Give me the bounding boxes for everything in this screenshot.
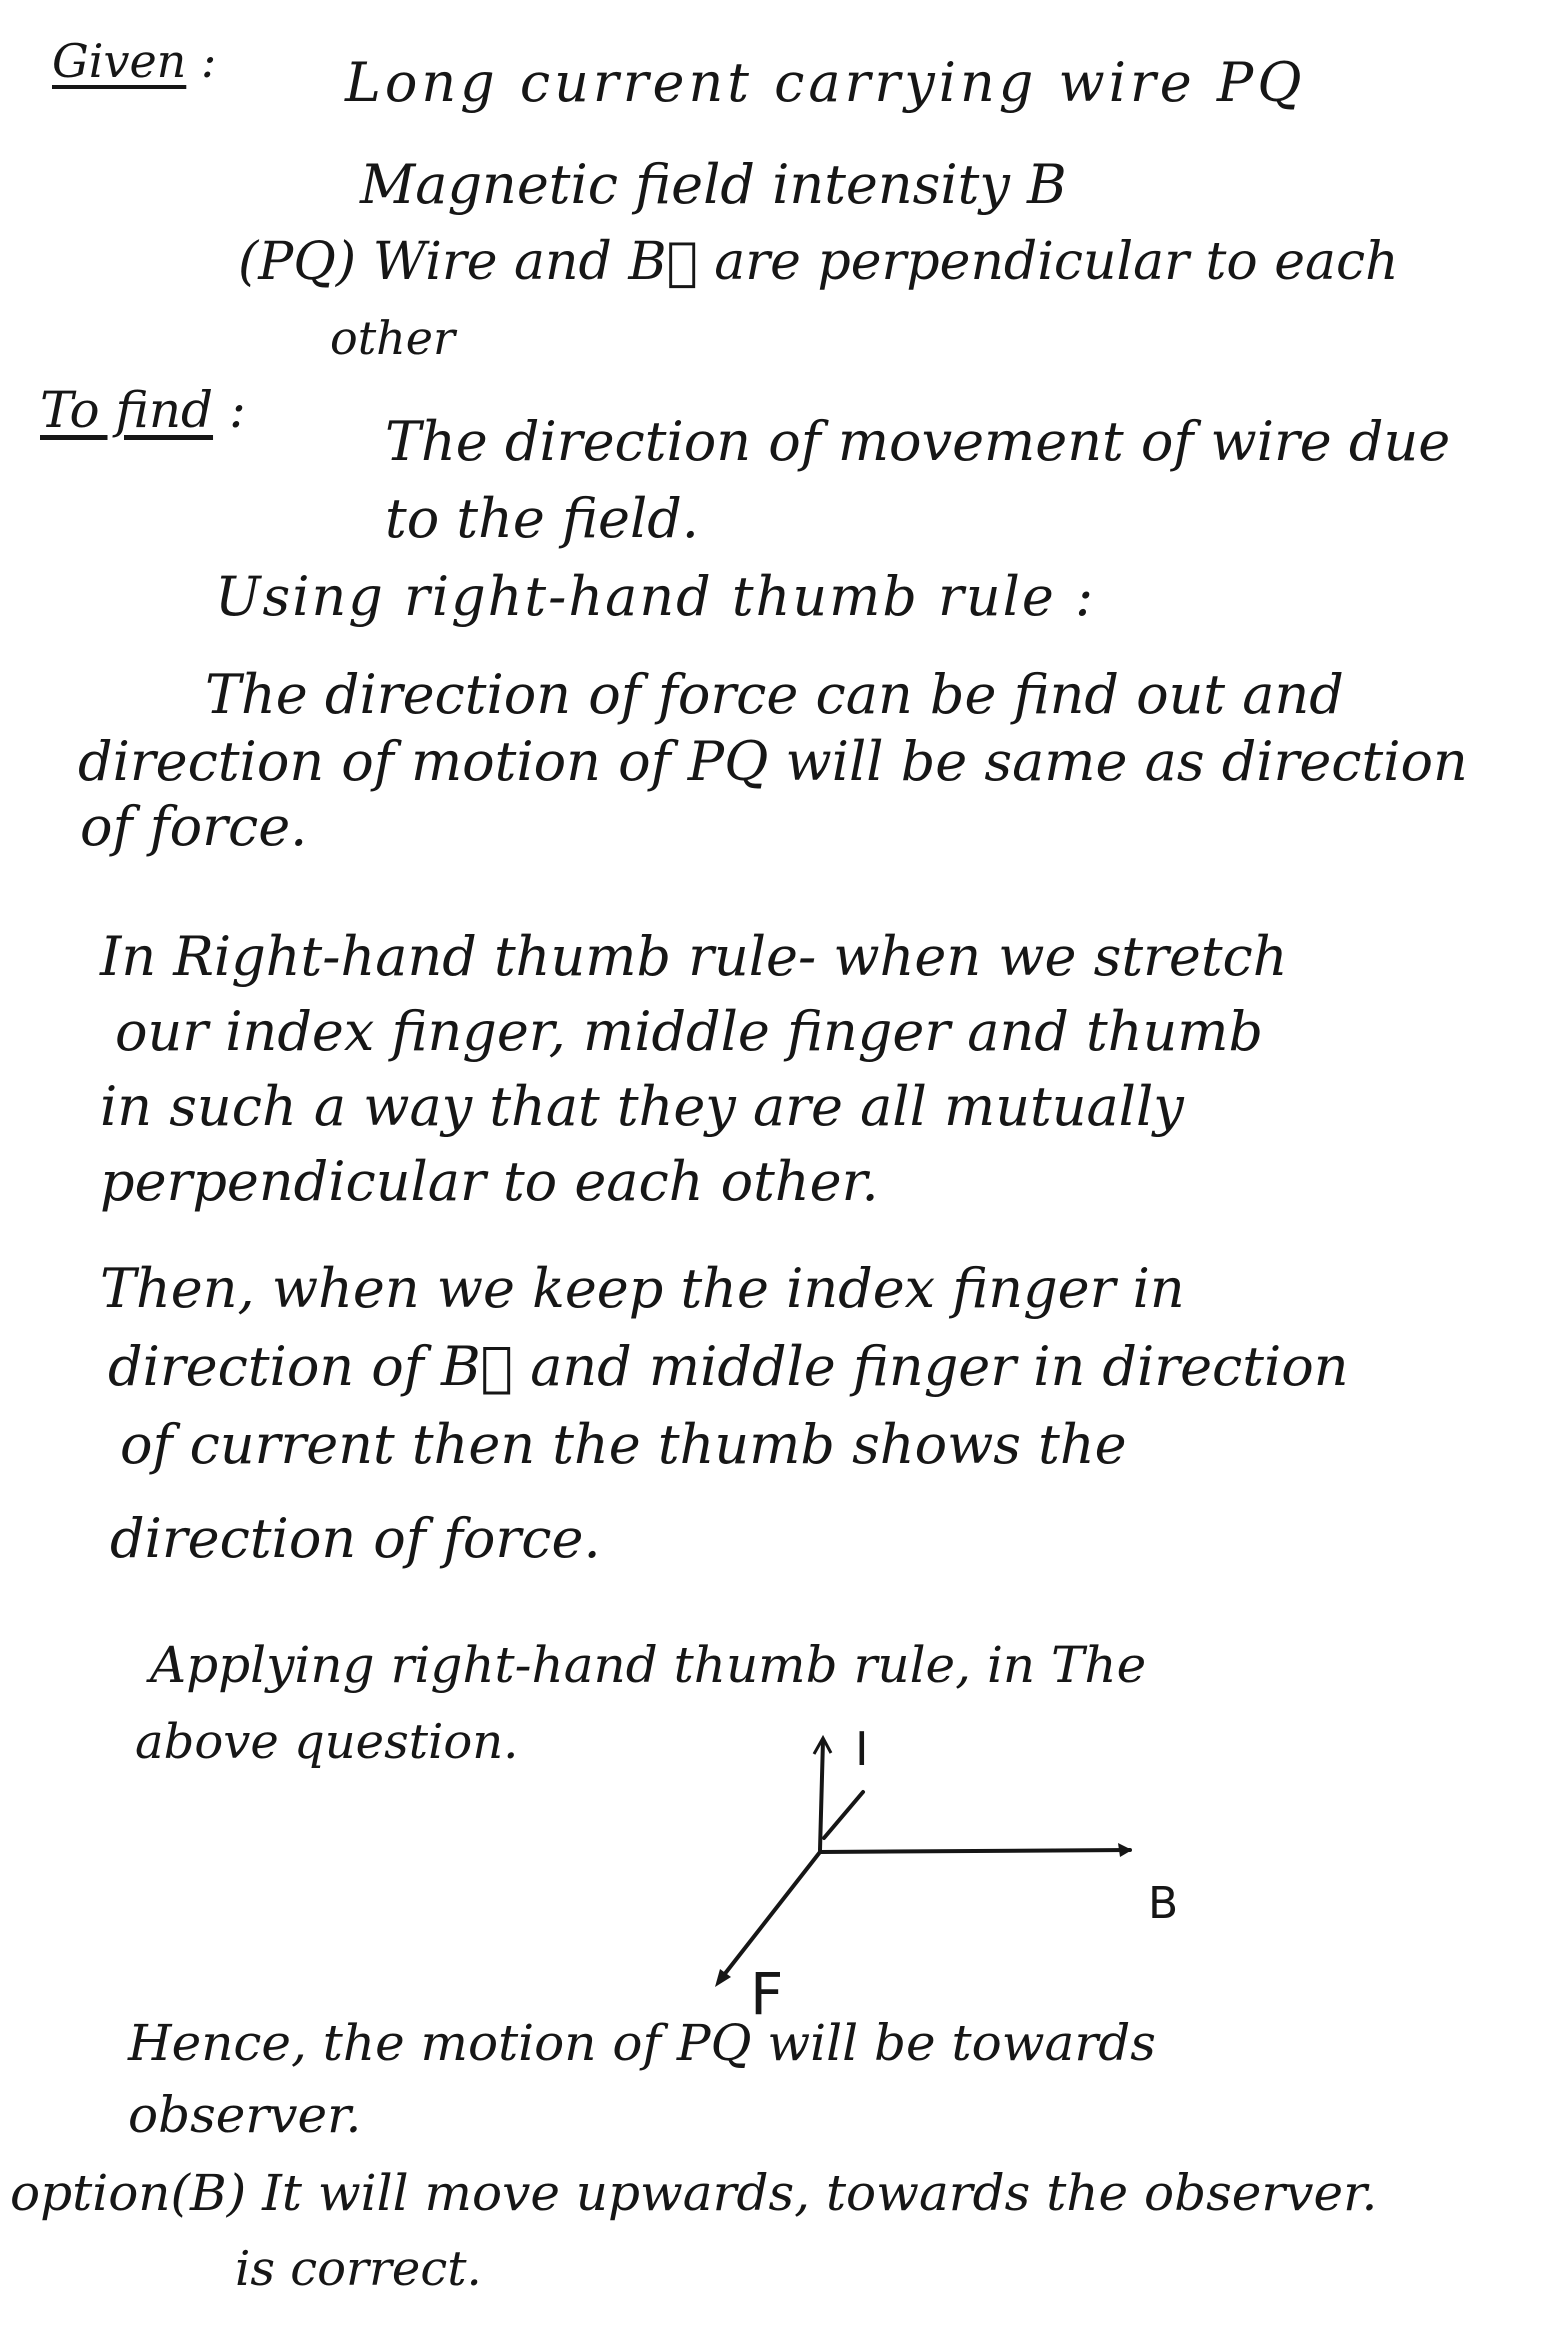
force-paragraph-line-3: of force. xyxy=(80,795,308,858)
hence-line-2: observer. xyxy=(128,2086,362,2144)
field-arrowhead xyxy=(1118,1843,1132,1857)
to-find-line-1: The direction of movement of wire due xyxy=(385,410,1451,473)
option-line-1: option(B) It will move upwards, towards the observer. xyxy=(10,2164,1378,2222)
current-label: I xyxy=(855,1722,869,1776)
then-paragraph-line-1: Then, when we keep the index finger in xyxy=(100,1257,1185,1320)
to-find-line-2: to the field. xyxy=(385,487,699,550)
given-line-2: Magnetic field intensity B xyxy=(360,153,1067,216)
force-direction-diagram xyxy=(690,1720,1210,2028)
force-paragraph-line-2: direction of motion of PQ will be same as direction xyxy=(78,730,1468,793)
to-find-colon: : xyxy=(228,381,246,439)
force-paragraph-line-1: The direction of force can be find out and xyxy=(205,663,1344,726)
to-find-label: To find xyxy=(40,381,214,439)
rule-paragraph-line-2: our index finger, middle finger and thumb xyxy=(115,1000,1264,1063)
then-paragraph-line-2: direction of B⃗ and middle finger in direction xyxy=(108,1335,1349,1398)
applying-line-2: above question. xyxy=(135,1714,519,1770)
force-label: F xyxy=(750,1960,784,2028)
given-colon: : xyxy=(200,34,217,88)
to-find-heading xyxy=(40,381,246,439)
current-axis xyxy=(820,1740,823,1850)
given-label: Given xyxy=(52,34,187,88)
given-heading xyxy=(52,34,217,88)
then-paragraph-line-3: of current then the thumb shows the xyxy=(120,1413,1127,1476)
given-line-4: other xyxy=(330,311,456,365)
given-line-1: Long current carrying wire PQ xyxy=(345,51,1306,114)
corner-stroke xyxy=(824,1792,863,1838)
given-line-3: (PQ) Wire and B⃗ are perpendicular to each xyxy=(238,232,1399,292)
option-line-2: is correct. xyxy=(235,2241,482,2297)
then-paragraph-line-4: direction of force. xyxy=(110,1507,601,1570)
rule-paragraph-line-4: perpendicular to each other. xyxy=(100,1150,879,1213)
hence-line-1: Hence, the motion of PQ will be towards xyxy=(128,2014,1156,2072)
field-axis xyxy=(820,1850,1130,1852)
field-label: B xyxy=(1148,1878,1179,1929)
using-rule-line: Using right-hand thumb rule : xyxy=(215,565,1096,628)
rule-paragraph-line-1: In Right-hand thumb rule- when we stretch xyxy=(100,925,1288,988)
applying-line-1: Applying right-hand thumb rule, in The xyxy=(150,1636,1147,1694)
rule-paragraph-line-3: in such a way that they are all mutually xyxy=(100,1075,1184,1138)
